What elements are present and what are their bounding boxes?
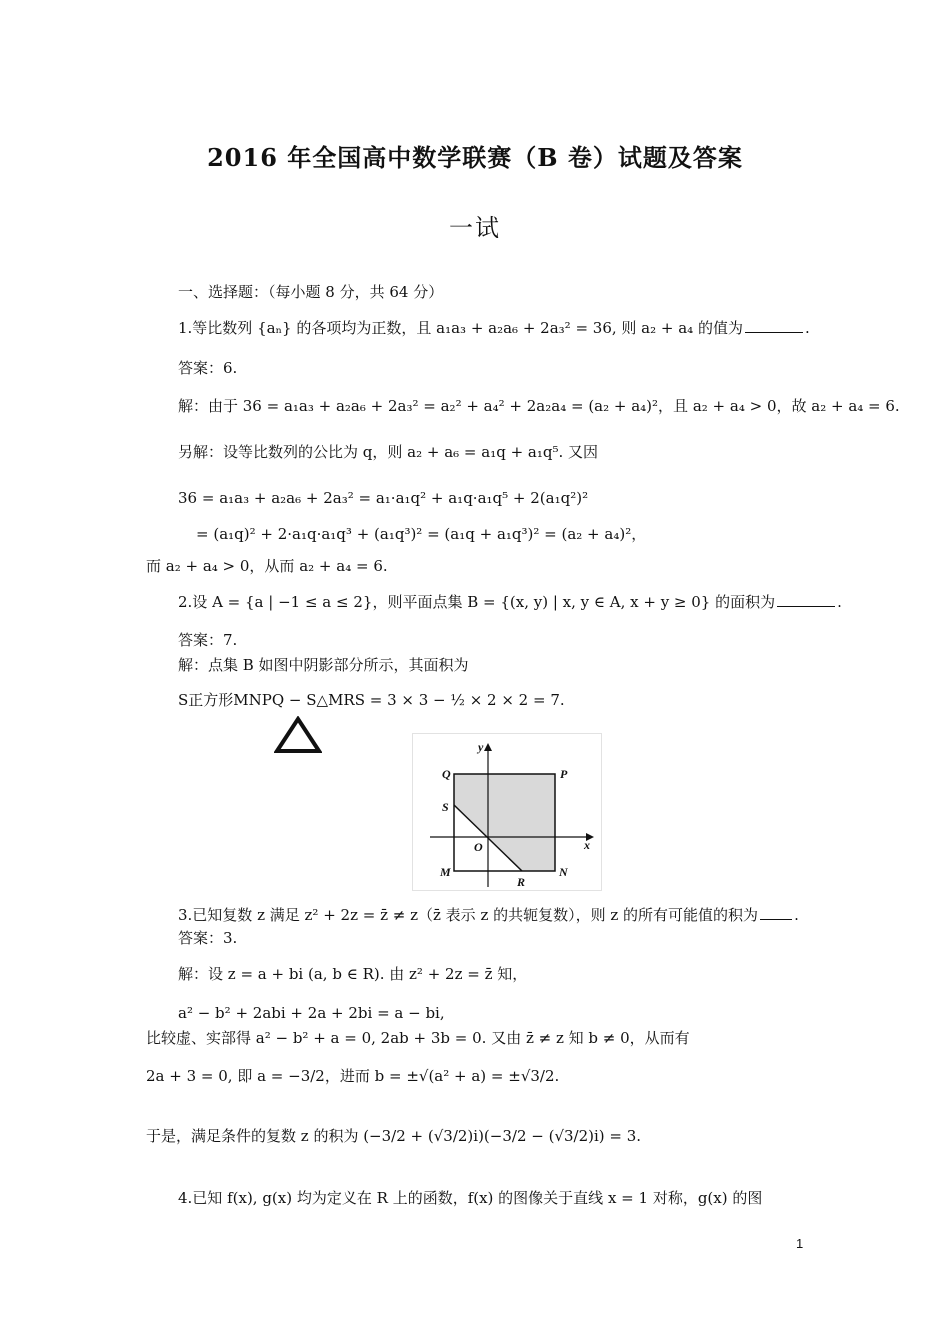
problem-3-question: 3.已知复数 z 满足 z² + 2z = z̄ ≠ z（z̄ 表示 z 的共轭复数），则 z 的所有可能值的积为 . [178,906,799,924]
label-p: P [560,767,568,781]
label-m: M [440,865,451,879]
problem-3-solution-line: a² − b² + 2abi + 2a + 2bi = a − bi, [178,1004,445,1022]
problem-2-question: 2.设 A = {a | −1 ≤ a ≤ 2}，则平面点集 B = {(x, y) | x, y ∈ A, x + y ≥ 0} 的面积为 . [178,593,842,611]
answer-blank [777,592,835,607]
page-title: 2016 年全国高中数学联赛（B 卷）试题及答案 [207,143,743,172]
answer-blank [760,905,792,920]
label-r: R [517,875,526,889]
problem-1-solution-line: 36 = a₁a₃ + a₂a₆ + 2a₃² = a₁·a₁q² + a₁q·a₁q⁵ + 2(a₁q²)² [178,489,589,507]
problem-3-answer: 答案：3. [178,929,238,947]
problem-1-question: 1.等比数列 {aₙ} 的各项均为正数，且 a₁a₃ + a₂a₆ + 2a₃² = 36, 则 a₂ + a₄ 的值为 . [178,319,810,337]
problem-3-text: 3.已知复数 z 满足 z² + 2z = z̄ ≠ z（z̄ 表示 z 的共轭复数），则 z 的所有可能值的积为 [178,906,759,924]
problem-2-solution-line: 解：点集 B 如图中阴影部分所示，其面积为 [178,656,469,674]
problem-2-text: 2.设 A = {a | −1 ≤ a ≤ 2}，则平面点集 B = {(x, y) | x, y ∈ A, x + y ≥ 0} 的面积为 [178,593,776,611]
label-x: x [584,838,590,852]
region-figure [412,733,602,891]
problem-1-solution-line: 而 a₂ + a₄ > 0，从而 a₂ + a₄ = 6. [146,557,388,575]
problem-1-solution-line: 另解：设等比数列的公比为 q，则 a₂ + a₆ = a₁q + a₁q⁵. 又因 [178,443,599,461]
problem-1-text: 1.等比数列 {aₙ} 的各项均为正数，且 a₁a₃ + a₂a₆ + 2a₃² = 36, 则 a₂ + a₄ 的值为 [178,319,743,337]
triangle-symbol [274,716,322,754]
problem-1-answer: 答案：6. [178,359,238,377]
problem-3-solution-line: 解：设 z = a + bi (a, b ∈ R). 由 z² + 2z = z̄ 知， [178,965,528,983]
problem-4-question: 4.已知 f(x), g(x) 均为定义在 R 上的函数，f(x) 的图像关于直线 x = 1 对称，g(x) 的图 [178,1189,763,1207]
problem-3-solution-line: 比较虚、实部得 a² − b² + a = 0, 2ab + 3b = 0. 又由 z̄ ≠ z 知 b ≠ 0，从而有 [146,1029,690,1047]
label-o: O [474,840,483,854]
problem-2-answer: 答案：7. [178,631,238,649]
label-n: N [559,865,568,879]
problem-2-solution-line: S正方形MNPQ − S△MRS = 3 × 3 − ½ × 2 × 2 = 7. [178,691,565,709]
answer-blank [745,318,803,333]
problem-3-solution-line: 于是，满足条件的复数 z 的积为 (−3/2 + (√3/2)i)(−3/2 − (√3/2)i) = 3. [146,1127,642,1145]
problem-1-solution-line: = (a₁q)² + 2·a₁q·a₁q³ + (a₁q³)² = (a₁q + a₁q³)² = (a₂ + a₄)²， [196,525,647,543]
label-q: Q [442,767,451,781]
page-number: 1 [796,1236,804,1251]
problem-3-solution-line: 2a + 3 = 0, 即 a = −3/2，进而 b = ±√(a² + a) = ±√3/2. [146,1067,560,1085]
label-y: y [478,740,484,754]
label-s: S [442,800,449,814]
problem-1-solution-line: 解：由于 36 = a₁a₃ + a₂a₆ + 2a₃² = a₂² + a₄² + 2a₂a₄ = (a₂ + a₄)²，且 a₂ + a₄ > 0，故 a₂ + a₄ = 6. [178,397,900,415]
page-subtitle: 一试 [449,214,501,242]
section-heading: 一、选择题：（每小题 8 分，共 64 分） [178,283,444,301]
